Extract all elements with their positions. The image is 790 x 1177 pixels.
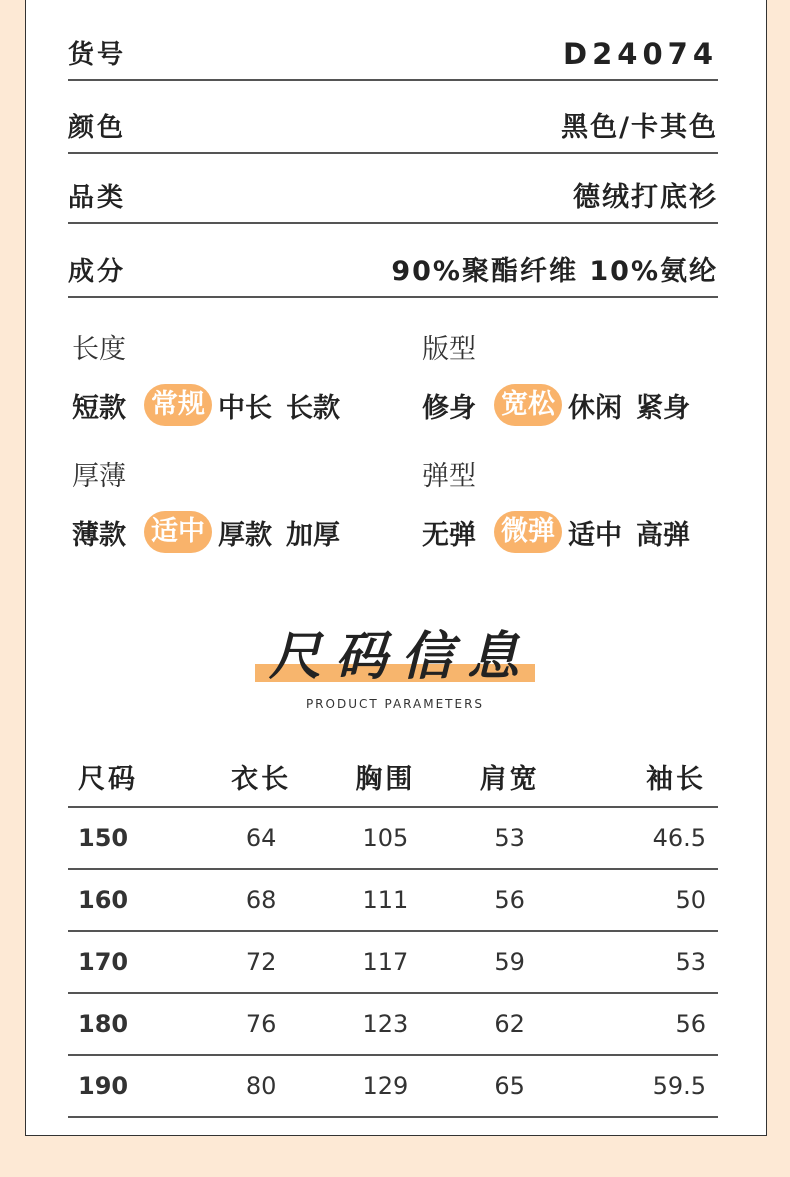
option: 休闲: [568, 392, 622, 424]
spec-row-material: [68, 225, 718, 298]
column-header-size: 尺码: [68, 746, 199, 807]
attribute-length: [72, 332, 402, 426]
attribute-options: [72, 384, 402, 426]
table-cell: 105: [323, 807, 447, 869]
table-row: [68, 807, 718, 869]
table-row: [68, 993, 718, 1055]
spec-row-category: [68, 151, 718, 224]
table-cell: 59: [447, 931, 571, 993]
table-cell: 76: [199, 993, 323, 1055]
table-cell: 123: [323, 993, 447, 1055]
option: 中长: [218, 392, 272, 424]
size-table: [68, 746, 718, 1118]
table-cell: 111: [323, 869, 447, 931]
spec-label: 品类: [68, 183, 127, 213]
column-header-chest: 胸围: [323, 746, 447, 807]
size-section-heading: 尺码信息: [268, 627, 533, 687]
attribute-title: 版型: [422, 334, 476, 365]
table-cell: 150: [68, 807, 199, 869]
option: 长款: [286, 392, 340, 424]
table-cell: 160: [68, 869, 199, 931]
table-cell: 72: [199, 931, 323, 993]
option: 紧身: [636, 392, 690, 424]
spec-label: 颜色: [68, 113, 127, 143]
table-cell: 53: [447, 807, 571, 869]
attribute-options: [422, 384, 752, 426]
option: 适中: [568, 519, 622, 551]
spec-row-code: [68, 8, 718, 81]
table-cell: 80: [199, 1055, 323, 1117]
column-header-sleeve: 袖长: [572, 746, 718, 807]
option-selected: 宽松: [494, 384, 562, 426]
option: 短款: [72, 392, 126, 424]
spec-value: D24074: [563, 37, 718, 71]
table-row: [68, 869, 718, 931]
table-cell: 65: [447, 1055, 571, 1117]
table-cell: 180: [68, 993, 199, 1055]
option: 薄款: [72, 519, 126, 551]
spec-label: 成分: [68, 257, 127, 287]
spec-value: 德绒打底衫: [573, 182, 718, 213]
attribute-options: [422, 511, 752, 553]
attribute-options: [72, 511, 402, 553]
attribute-elasticity: [422, 459, 752, 553]
table-cell: 62: [447, 993, 571, 1055]
spec-row-color: [68, 81, 718, 154]
spec-value: 90%聚酯纤维 10%氨纶: [391, 256, 718, 287]
attribute-title: 厚薄: [72, 461, 126, 492]
spec-label: 货号: [68, 40, 127, 70]
table-cell: 59.5: [572, 1055, 718, 1117]
table-cell: 56: [572, 993, 718, 1055]
table-cell: 190: [68, 1055, 199, 1117]
table-cell: 117: [323, 931, 447, 993]
table-cell: 64: [199, 807, 323, 869]
column-header-shoulder: 肩宽: [447, 746, 571, 807]
table-cell: 56: [447, 869, 571, 931]
attribute-title: 弹型: [422, 461, 476, 492]
table-cell: 50: [572, 869, 718, 931]
size-section-title: [0, 622, 790, 692]
table-cell: 129: [323, 1055, 447, 1117]
table-cell: 170: [68, 931, 199, 993]
option-selected: 微弹: [494, 511, 562, 553]
table-row: [68, 1055, 718, 1117]
option: 无弹: [422, 519, 476, 551]
attribute-title: 长度: [72, 334, 126, 365]
option: 高弹: [636, 519, 690, 551]
option: 修身: [422, 392, 476, 424]
table-cell: 53: [572, 931, 718, 993]
table-cell: 46.5: [572, 807, 718, 869]
table-cell: 68: [199, 869, 323, 931]
option-selected: 常规: [144, 384, 212, 426]
option: 加厚: [286, 519, 340, 551]
column-header-length: 衣长: [199, 746, 323, 807]
size-table-header: [68, 746, 718, 807]
attribute-fit: [422, 332, 752, 426]
attribute-thickness: [72, 459, 402, 553]
table-row: [68, 931, 718, 993]
spec-value: 黑色/卡其色: [561, 112, 718, 143]
option-selected: 适中: [144, 511, 212, 553]
size-section-subtitle: PRODUCT PARAMETERS: [305, 697, 485, 711]
option: 厚款: [218, 519, 272, 551]
